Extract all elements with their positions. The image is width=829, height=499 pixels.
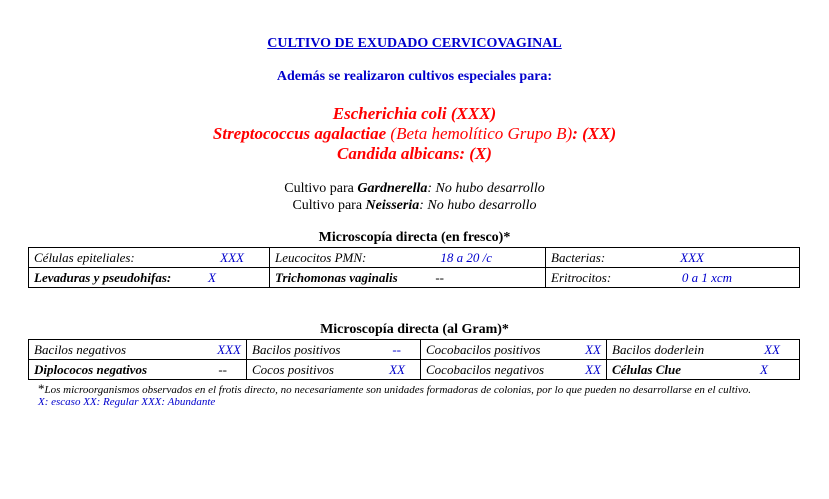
table-cell (270, 248, 546, 268)
cell-value: XXX (217, 341, 241, 357)
cell-value: X (760, 361, 768, 377)
cell-value: XXX (680, 249, 704, 265)
cell-value: -- (218, 361, 227, 377)
cell-label: Bacterias: (551, 249, 606, 265)
cell-label: Trichomonas vaginalis (275, 269, 398, 285)
fresco-heading: Microscopía directa (en fresco)* (318, 230, 511, 245)
legend: X: escaso XX: Regular XXX: Abundante (38, 396, 216, 408)
culture-gardnerella (0, 180, 829, 197)
culture-organism: Gardnerella (357, 181, 428, 196)
cell-value: XX (389, 361, 405, 377)
cell-value: XXX (220, 249, 244, 265)
cell-value: -- (435, 269, 444, 285)
cell-label: Leucocitos PMN: (275, 249, 367, 265)
strep-organism: Streptococcus agalactiae (212, 124, 387, 143)
special-ecoli: Escherichia coli (XXX) (332, 104, 497, 123)
table-cell (421, 360, 607, 380)
cell-label: Cocobacilos negativos (426, 361, 545, 377)
cell-label: Cocobacilos positivos (426, 341, 541, 357)
cell-value: 18 a 20 /c (440, 249, 492, 265)
table-cell (546, 268, 800, 288)
culture-neisseria (0, 197, 829, 214)
cell-value: 0 a 1 xcm (681, 269, 732, 285)
gram-heading: Microscopía directa (al Gram)* (320, 322, 509, 337)
table-row (29, 268, 800, 288)
cell-value: XX (764, 341, 780, 357)
cell-label: Células Clue (612, 361, 681, 377)
gram-table (28, 339, 800, 380)
cell-label: Células epiteliales: (34, 249, 135, 265)
special-strep (0, 124, 829, 144)
cell-value: X (208, 269, 216, 285)
culture-result: : No hubo desarrollo (427, 181, 545, 196)
table-cell (247, 340, 421, 360)
table-cell (29, 340, 247, 360)
cell-value: XX (585, 341, 601, 357)
table-cell (607, 360, 800, 380)
cell-label: Bacilos negativos (34, 341, 127, 357)
strep-result: : (XX) (572, 124, 617, 143)
table-cell (546, 248, 800, 268)
cell-label: Levaduras y pseudohifas: (34, 269, 172, 285)
cell-label: Bacilos doderlein (612, 341, 705, 357)
special-candida: Candida albicans: (X) (337, 144, 492, 163)
special-cultures-subtitle: Además se realizaron cultivos especiales para: (276, 69, 553, 84)
culture-prefix: Cultivo para (284, 181, 358, 196)
fresco-table (28, 247, 800, 288)
footnote-text: Los microorganismos observados en el frotis directo, no necesariamente son unidades formadoras de colonias, por lo que pueden no desarrollarse en el cultivo. (44, 384, 751, 396)
strep-note: (Beta hemolítico Grupo B) (386, 124, 573, 143)
footnote (38, 381, 751, 397)
table-cell (607, 340, 800, 360)
table-cell (29, 268, 270, 288)
table-row (29, 248, 800, 268)
report-title: CULTIVO DE EXUDADO CERVICOVAGINAL (267, 36, 562, 51)
table-row (29, 360, 800, 380)
cell-value: -- (392, 341, 401, 357)
table-cell (29, 360, 247, 380)
cell-label: Eritrocitos: (551, 269, 612, 285)
cell-label: Diplococos negativos (34, 361, 148, 377)
cell-label: Cocos positivos (252, 361, 334, 377)
table-cell (270, 268, 546, 288)
footnote-mark: * (38, 381, 45, 396)
culture-prefix: Cultivo para (292, 198, 366, 213)
table-cell (421, 340, 607, 360)
cell-label: Bacilos positivos (252, 341, 341, 357)
culture-organism: Neisseria (365, 198, 420, 213)
cell-value: XX (585, 361, 601, 377)
culture-result: : No hubo desarrollo (419, 198, 537, 213)
table-cell (247, 360, 421, 380)
table-cell (29, 248, 270, 268)
table-row (29, 340, 800, 360)
